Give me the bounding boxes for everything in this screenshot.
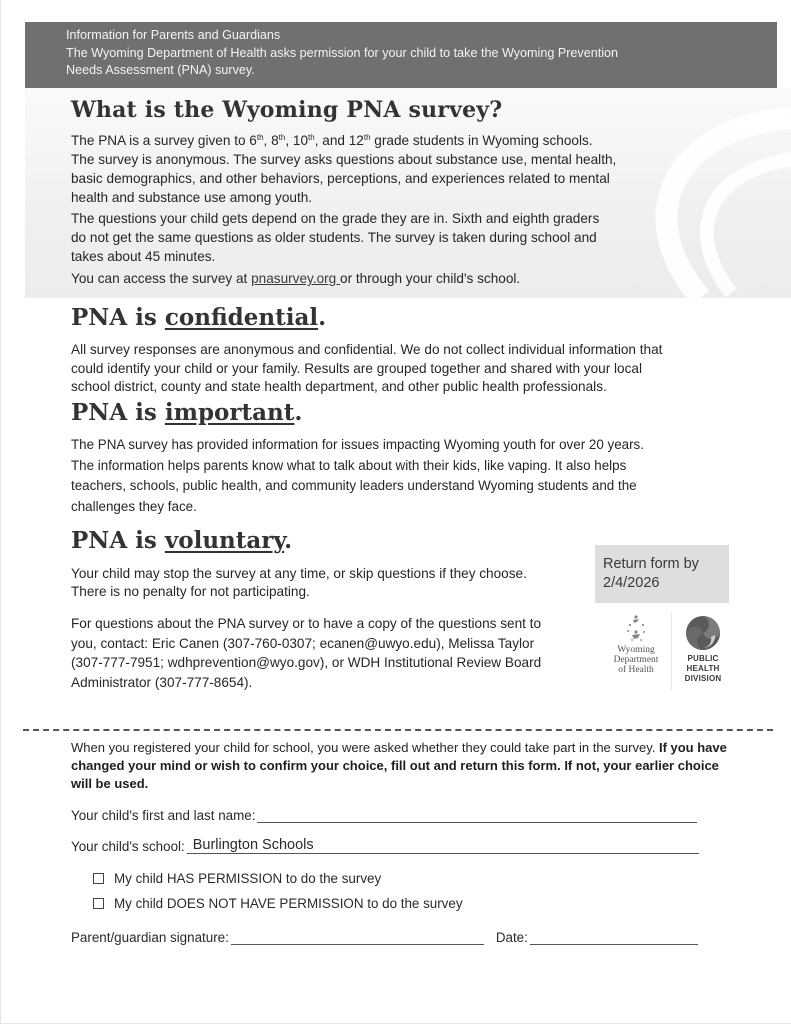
confidential-paragraph: All survey responses are anonymous and confidential. We do not collect individual information that could identify your child or your family. Results are grouped together and shared with your local school district, county and state health department, and other public health professionals.: [71, 342, 663, 394]
child-school-field-row: [71, 837, 699, 854]
date-input[interactable]: [530, 928, 698, 945]
logo-divider: [671, 612, 672, 690]
return-by-box: [595, 545, 729, 603]
return-by-date: 2/4/2026: [603, 575, 660, 591]
tear-off-dashed-line: [23, 729, 773, 731]
intro-p2-line3: takes about 45 minutes.: [71, 249, 216, 264]
page-title: What is the Wyoming PNA survey?: [71, 97, 503, 123]
signature-input[interactable]: [231, 928, 484, 945]
intro-p2-line1: The questions your child gets depend on the grade they are in. Sixth and eighth graders: [71, 211, 600, 226]
voluntary-paragraph: Your child may stop the survey at any time, or skip questions if they choose. There is no penalty for not participating.: [71, 566, 527, 599]
intro-p1-line2: The survey is anonymous. The survey asks questions about substance use, mental health,: [71, 152, 617, 167]
wdh-logo-text: Wyoming Department of Health: [613, 645, 659, 675]
child-name-label: Your child's first and last name:: [71, 808, 256, 823]
banner-line-3: Needs Assessment (PNA) survey.: [66, 63, 255, 77]
permission-yes-checkbox[interactable]: [93, 873, 104, 884]
intro-paragraph-3: You can access the survey at pnasurvey.org or through your child's school.: [71, 271, 521, 286]
permission-no-option[interactable]: [93, 896, 463, 911]
public-health-division-logo: [677, 613, 729, 688]
child-school-input[interactable]: Burlington Schools: [187, 837, 699, 854]
pnasurvey-link[interactable]: pnasurvey.org: [251, 271, 341, 286]
public-health-swirl-icon: [685, 615, 721, 651]
banner-title: Information for Parents and Guardians: [66, 28, 281, 42]
contact-paragraph: For questions about the PNA survey or to have a copy of the questions sent to you, contact: Eric Canen (307-760-0307; ecanen@uwyo.edu), Melissa Taylor (307-777-7951; wdhprevention@wyo.gov), or WDH Institutional Review Board Administrator (307-777-8654).: [71, 616, 542, 690]
intro-p1-line4: health and substance use among youth.: [71, 190, 313, 205]
section-heading-voluntary: PNA is voluntary.: [71, 527, 293, 554]
intro-paragraph-2: [71, 209, 671, 266]
phd-logo-text: PUBLIC HEALTH DIVISION: [684, 654, 722, 683]
child-name-input[interactable]: [257, 806, 697, 823]
child-name-field-row: [71, 806, 697, 823]
permission-yes-label: My child HAS PERMISSION to do the survey: [114, 871, 382, 886]
date-label: Date:: [495, 930, 528, 945]
child-school-label: Your child's school:: [71, 839, 185, 854]
section-heading-confidential: PNA is confidential.: [71, 304, 327, 331]
wyoming-department-of-health-logo: [605, 613, 667, 688]
intro-p1-line3: basic demographics, and other behaviors, perceptions, and experiences related to mental: [71, 171, 610, 186]
signature-label: Parent/guardian signature:: [71, 930, 229, 945]
signature-field-row: [71, 928, 698, 945]
return-by-label: Return form by: [603, 556, 699, 572]
header-banner: [25, 22, 777, 88]
permission-no-checkbox[interactable]: [93, 898, 104, 909]
intro-paragraph-1: [71, 131, 671, 207]
permission-no-label: My child DOES NOT HAVE PERMISSION to do the survey: [114, 896, 463, 911]
banner-line-2: The Wyoming Department of Health asks permission for your child to take the Wyoming Prevention: [66, 45, 619, 60]
wdh-figures-icon: [621, 613, 651, 643]
important-paragraph: The PNA survey has provided information for issues impacting Wyoming youth for over 20 years. The information helps parents know what to talk about with their kids, like vaping. It also helps teachers, schools, public health, and community leaders understand Wyoming students and the challenges they face.: [71, 437, 644, 514]
permission-yes-option[interactable]: [93, 871, 381, 886]
intro-p2-line2: do not get the same questions as older students. The survey is taken during school and: [71, 230, 597, 245]
form-instructions: When you registered your child for school, you were asked whether they could take part in the survey. If you have changed your mind or wish to confirm your choice, fill out and return this form. If not, your earlier choice will be used.: [71, 740, 727, 791]
intro-p1-line1: The PNA is a survey given to 6th, 8th, 10th, and 12th grade students in Wyoming schools.: [71, 133, 593, 148]
section-heading-important: PNA is important.: [71, 399, 303, 426]
